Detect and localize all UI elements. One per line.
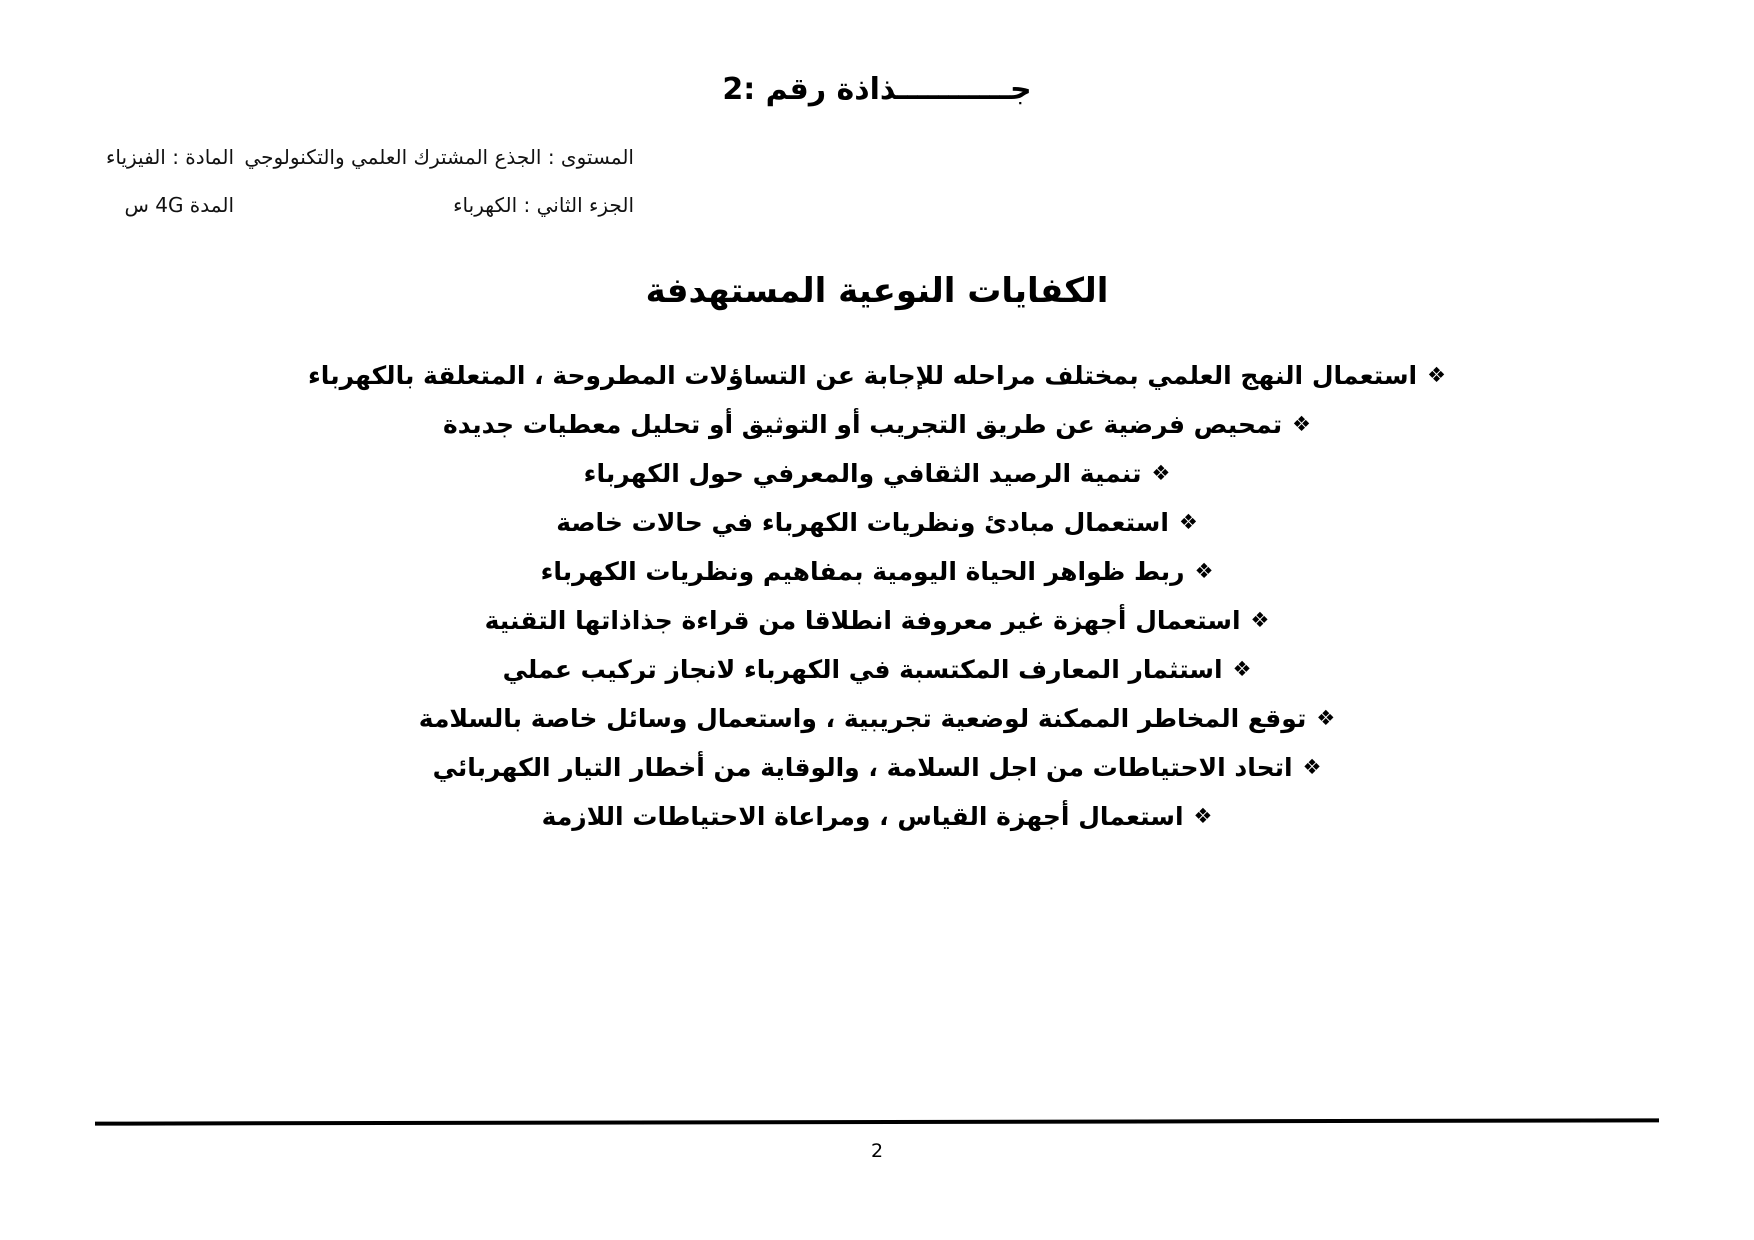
footer-divider	[95, 1118, 1659, 1125]
list-item-label: استثمار المعارف المكتسبة في الكهرباء لانجاز تركيب عملي	[502, 655, 1223, 684]
diamond-bullet-icon: ❖	[1427, 363, 1446, 387]
list-item	[0, 596, 1754, 645]
header-meta	[0, 133, 1754, 229]
diamond-bullet-icon: ❖	[1232, 657, 1252, 681]
list-item-label: اتحاد الاحتياطات من اجل السلامة ، والوقاية من أخطار التيار الكهربائي	[432, 753, 1293, 782]
part-line: الجزء الثاني : الكهرباء	[453, 193, 634, 217]
duration-label: المدة 4G س	[124, 193, 234, 217]
subject-label: المادة : الفيزياء	[105, 145, 234, 169]
diamond-bullet-icon: ❖	[1292, 412, 1311, 436]
diamond-bullet-icon: ❖	[1250, 608, 1270, 632]
diamond-bullet-icon: ❖	[1316, 706, 1336, 730]
list-item-label: ربط ظواهر الحياة اليومية بمفاهيم ونظريات الكهرباء	[540, 557, 1185, 586]
list-item-label: استعمال النهج العلمي بمختلف مراحله للإجابة عن التساؤلات المطروحة ، المتعلقة بالكهرباء	[308, 361, 1418, 390]
list-item	[0, 547, 1754, 596]
list-item-label: استعمال أجهزة القياس ، ومراعاة الاحتياطات اللازمة	[541, 802, 1184, 831]
diamond-bullet-icon: ❖	[1151, 461, 1171, 485]
page-title-prefix: جـــــــــــذاذة رقم :	[743, 72, 1032, 107]
header-meta-right-column	[244, 133, 634, 229]
diamond-bullet-icon: ❖	[1178, 510, 1198, 534]
page-footer	[0, 1120, 1754, 1240]
page-number: 2	[870, 1140, 884, 1162]
list-item	[0, 645, 1754, 694]
competencies-list	[0, 351, 1754, 841]
page-title-number: 2	[722, 72, 744, 107]
list-item	[0, 449, 1754, 498]
list-item-label: تمحيص فرضية عن طريق التجريب أو التوثيق أو تحليل معطيات جديدة	[443, 410, 1283, 439]
diamond-bullet-icon: ❖	[1193, 804, 1213, 828]
level-line: المستوى : الجذع المشترك العلمي والتكنولوجي	[244, 145, 634, 169]
page-title	[0, 0, 1754, 107]
list-item	[0, 792, 1754, 841]
list-item-label: استعمال مبادئ ونظريات الكهرباء في حالات خاصة	[556, 508, 1169, 537]
list-item	[0, 498, 1754, 547]
diamond-bullet-icon: ❖	[1302, 755, 1322, 779]
diamond-bullet-icon: ❖	[1194, 559, 1214, 583]
list-item	[0, 694, 1754, 743]
header-meta-left-column	[106, 133, 234, 229]
list-item	[0, 400, 1754, 449]
list-item	[0, 743, 1754, 792]
list-item-label: توقع المخاطر الممكنة لوضعية تجريبية ، واستعمال وسائل خاصة بالسلامة	[418, 704, 1307, 733]
list-item-label: تنمية الرصيد الثقافي والمعرفي حول الكهرباء	[583, 459, 1142, 488]
list-item	[0, 351, 1754, 400]
list-item-label: استعمال أجهزة غير معروفة انطلاقا من قراءة جذاذاتها التقنية	[484, 606, 1241, 635]
section-heading: الكفايات النوعية المستهدفة	[645, 271, 1109, 311]
